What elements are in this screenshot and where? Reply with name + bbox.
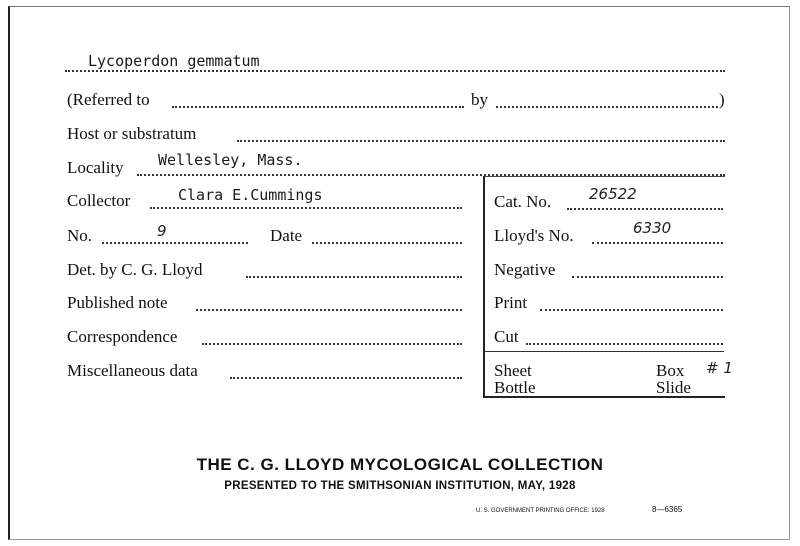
bottle-label: Bottle bbox=[494, 378, 536, 397]
slide-label: Slide bbox=[656, 378, 691, 397]
negative-label: Negative bbox=[494, 260, 556, 279]
species-line bbox=[65, 70, 725, 72]
box-label: Box bbox=[656, 361, 685, 380]
no-label: No. bbox=[67, 226, 93, 245]
referred-line bbox=[172, 106, 464, 108]
no-line bbox=[102, 242, 248, 244]
negative-line bbox=[572, 276, 723, 278]
collector-value: Clara E.Cummings bbox=[178, 186, 323, 204]
host-line bbox=[237, 140, 725, 142]
printing-office-text: U. S. GOVERNMENT PRINTING OFFICE: 1928 bbox=[476, 508, 605, 514]
det-line bbox=[246, 276, 462, 278]
no-value: 9 bbox=[157, 222, 167, 240]
date-label: Date bbox=[270, 226, 303, 245]
collector-line bbox=[150, 207, 462, 209]
published-line bbox=[196, 309, 462, 311]
det-label: Det. by C. G. Lloyd bbox=[67, 260, 203, 279]
collector-label: Collector bbox=[67, 191, 131, 210]
form-number: 8—6365 bbox=[652, 505, 683, 514]
cut-line bbox=[526, 343, 723, 345]
cut-label: Cut bbox=[494, 327, 519, 346]
correspondence-line bbox=[202, 343, 462, 345]
lloyd-no-line bbox=[592, 242, 723, 244]
by-label: by bbox=[471, 90, 488, 109]
lloyd-no-value: 6330 bbox=[633, 219, 672, 237]
collection-title: THE C. G. LLOYD MYCOLOGICAL COLLECTION bbox=[196, 455, 604, 474]
collection-subtitle: PRESENTED TO THE SMITHSONIAN INSTITUTION, MAY, 1928 bbox=[224, 480, 576, 492]
locality-label: Locality bbox=[67, 158, 124, 177]
misc-line bbox=[230, 377, 462, 379]
cat-no-label: Cat. No. bbox=[494, 192, 552, 211]
cat-no-line bbox=[567, 208, 723, 210]
cat-no-value: 26522 bbox=[589, 185, 637, 203]
referred-label: (Referred to bbox=[67, 90, 150, 109]
box-value: # 1 bbox=[706, 359, 733, 377]
date-line bbox=[312, 242, 462, 244]
print-label: Print bbox=[494, 293, 528, 312]
by-line bbox=[496, 106, 718, 108]
box-divider bbox=[484, 351, 724, 352]
close-paren: ) bbox=[719, 90, 725, 109]
published-label: Published note bbox=[67, 293, 168, 312]
sheet-label: Sheet bbox=[494, 361, 532, 380]
lloyd-no-label: Lloyd's No. bbox=[494, 226, 574, 245]
print-line bbox=[540, 309, 723, 311]
locality-value: Wellesley, Mass. bbox=[158, 151, 303, 169]
misc-label: Miscellaneous data bbox=[67, 361, 198, 380]
species-name: Lycoperdon gemmatum bbox=[88, 52, 260, 70]
correspondence-label: Correspondence bbox=[67, 327, 178, 346]
host-label: Host or substratum bbox=[67, 124, 197, 143]
